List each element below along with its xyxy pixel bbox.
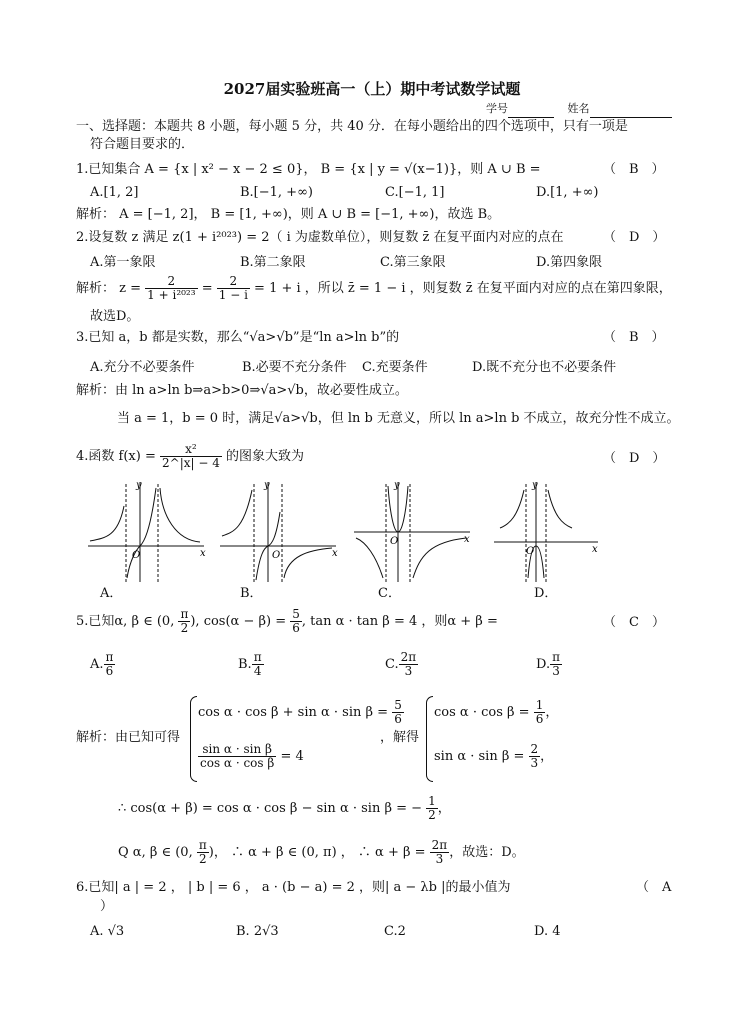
q4-graph-c xyxy=(352,476,478,586)
frac-den: 6 xyxy=(292,621,300,635)
curve-left xyxy=(90,506,124,541)
q1-solution: 解析： A = [−1, 2]， B = [1, +∞)，则 A ∪ B = [−1, +∞)，故选 B。 xyxy=(76,207,501,222)
frac-den: cos α · cos β xyxy=(200,756,275,770)
frac-den: 6 xyxy=(535,712,544,726)
x-label: x xyxy=(332,548,338,559)
q3-solution-line1: 解析：由 ln a>ln b⇒a>b>0⇒√a>√b，故必要性成立。 xyxy=(76,383,408,398)
q4-answer: （ D ） xyxy=(603,451,666,466)
q5-stem-mid: ), cos(α − β) = xyxy=(190,614,287,629)
step4-b: )， ∴ α + β ∈ (0, π) ， ∴ α + β = xyxy=(208,845,426,860)
origin-label: O xyxy=(390,536,399,547)
comma: ， xyxy=(540,749,554,764)
q3-answer: （ B ） xyxy=(603,330,665,345)
system2-line2 xyxy=(434,740,553,774)
q5-stem-pi-frac xyxy=(178,608,190,635)
q2-stem: 2.设复数 z 满足 z(1 + i²⁰²³) = 2（ i 为虚数单位），则复数 z̄ 在复平面内对应的点在 xyxy=(76,230,564,245)
frac-num: sin α · sin β xyxy=(198,743,276,757)
q3-option-d: D.既不充分也不必要条件 xyxy=(472,360,617,375)
q6-option-c: C.2 xyxy=(384,924,406,939)
q4-graph-d-label: D． xyxy=(534,586,558,601)
q2-option-a: A.第一象限 xyxy=(90,255,156,270)
q4-graph-c-label: C． xyxy=(378,586,401,601)
q2-solution-prefix: 解析： z = xyxy=(76,281,142,296)
frac-num: 2π xyxy=(431,838,448,852)
q1-option-b: B.[−1, +∞) xyxy=(240,185,313,200)
system2-brace xyxy=(426,696,433,782)
frac-num: π xyxy=(105,650,114,664)
frac-num: π xyxy=(552,650,560,664)
q5-stem xyxy=(76,605,498,639)
frac-num: 2π xyxy=(400,650,417,664)
q2-solution-frac1 xyxy=(145,275,197,302)
name-blank xyxy=(590,101,672,118)
q4-stem xyxy=(76,440,304,474)
system1-line2-rhs: = 4 xyxy=(280,749,304,764)
q2-frac1-den: 1 + i²⁰²³ xyxy=(147,288,196,302)
option-label: D. xyxy=(536,657,551,672)
curve-right xyxy=(284,548,332,578)
q3-option-b: B.必要不充分条件 xyxy=(242,360,347,375)
system1-brace xyxy=(190,696,197,782)
q5-step3 xyxy=(118,792,451,826)
origin-label: O xyxy=(132,550,141,561)
option-label: B. xyxy=(238,657,252,672)
system2-line2-text: sin α · sin β = xyxy=(434,749,525,764)
system2-line1 xyxy=(434,696,558,730)
q4-graph-a xyxy=(86,476,212,586)
step4-c: ，故选：D。 xyxy=(449,845,525,860)
q2-frac1-num: 2 xyxy=(145,275,197,289)
frac-num: π xyxy=(253,650,262,664)
q5-option-c xyxy=(385,648,418,682)
q6-option-a: A. √3 xyxy=(90,924,125,939)
frac-num: π xyxy=(180,607,189,621)
q5-solution-prefix: 解析：由已知可得 xyxy=(76,730,181,745)
x-label: x xyxy=(200,548,206,559)
step4-a: Q α, β ∈ (0, xyxy=(118,845,193,860)
step3-text: ∴ cos(α + β) = cos α · cos β − sin α · sin β = − xyxy=(118,801,423,816)
origin-label: O xyxy=(272,550,281,561)
q2-frac2-num: 2 xyxy=(217,275,250,289)
frac-num: 1 xyxy=(428,794,436,808)
q2-option-d: D.第四象限 xyxy=(536,255,603,270)
q4-stem-frac xyxy=(160,443,222,470)
q3-solution-line2: 当 a = 1，b = 0 时，满足√a>√b，但 ln b 无意义，所以 ln a>ln b 不成立，故充分性不成立。 xyxy=(117,411,680,426)
y-label: y xyxy=(264,480,270,491)
frac-num: 5 xyxy=(394,698,402,712)
y-label: y xyxy=(532,480,538,491)
student-no-field xyxy=(486,101,672,118)
frac-num: π xyxy=(198,838,207,852)
student-no-label: 学号 xyxy=(486,102,508,115)
curve-right xyxy=(160,488,200,542)
q6-stem: 6.已知| a | = 2 ， | b | = 6 ， a · (b − a) = 2 ，则| a − λb |的最小值为 xyxy=(76,880,511,895)
frac-den: 2 xyxy=(180,621,189,635)
option-label: C. xyxy=(385,657,399,672)
q6-option-b: B. 2√3 xyxy=(236,924,279,939)
q5-option-b xyxy=(238,648,264,682)
q5-stem-prefix: 5.已知α, β ∈ (0, xyxy=(76,614,175,629)
curve-left xyxy=(500,490,524,528)
q6-option-d: D. 4 xyxy=(534,924,561,939)
q5-stem-cos-frac xyxy=(290,608,302,635)
frac-den: 3 xyxy=(435,852,444,866)
curve-left xyxy=(356,538,383,578)
q2-frac2-den: 1 − i xyxy=(218,288,248,302)
comma: ， xyxy=(545,705,559,720)
q4-graph-b-label: B． xyxy=(240,586,263,601)
frac-num: 5 xyxy=(292,607,300,621)
x-label: x xyxy=(592,544,598,555)
frac-den: 3 xyxy=(530,756,539,770)
q2-answer: （ D ） xyxy=(603,230,666,245)
q5-stem-suffix: , tan α · tan β = 4 ，则α + β = xyxy=(301,614,498,629)
frac-den: 3 xyxy=(404,664,413,678)
frac-den: 3 xyxy=(552,664,560,678)
q4-frac-den: 2^|x| − 4 xyxy=(162,456,220,470)
q5-solve-word: ，解得 xyxy=(380,730,420,745)
q1-stem: 1.已知集合 A = {x | x² − x − 2 ≤ 0}， B = {x | y = √(x−1)}，则 A ∪ B = xyxy=(76,162,541,177)
frac-den: 6 xyxy=(105,664,114,678)
q6-answer-close: ） xyxy=(100,899,114,914)
q4-graph-b xyxy=(218,476,344,586)
curve-left xyxy=(222,490,252,536)
y-label: y xyxy=(136,480,142,491)
frac-den: 6 xyxy=(394,712,402,726)
q2-solution-eq: = xyxy=(201,281,213,296)
q5-answer: （ C ） xyxy=(603,615,665,630)
q2-option-c: C.第三象限 xyxy=(380,255,446,270)
system1-line1 xyxy=(198,696,404,730)
curve-right xyxy=(548,490,572,528)
q2-solution-frac2 xyxy=(217,275,250,302)
q2-solution-rest: = 1 + i ，所以 z̄ = 1 − i ，则复数 z̄ 在复平面内对应的点在第四象限， xyxy=(254,281,672,296)
q5-option-d xyxy=(536,648,562,682)
curve-middle xyxy=(127,488,156,578)
x-label: x xyxy=(464,534,470,545)
q3-stem: 3.已知 a，b 都是实数，那么“√a>√b”是“ln a>ln b”的 xyxy=(76,330,400,345)
q2-solution xyxy=(76,272,672,306)
origin-label: O xyxy=(526,546,535,557)
frac-den: 2 xyxy=(428,808,436,822)
frac-den: 4 xyxy=(253,664,262,678)
q2-solution-line2: 故选D。 xyxy=(90,309,140,324)
step3-suffix: ， xyxy=(437,801,451,816)
name-label: 姓名 xyxy=(567,102,590,115)
q5-option-a xyxy=(90,648,115,682)
q4-stem-prefix: 4.函数 f(x) = xyxy=(76,449,156,464)
q3-option-a: A.充分不必要条件 xyxy=(90,360,195,375)
frac-num: 1 xyxy=(535,698,544,712)
option-label: A. xyxy=(90,657,104,672)
y-label: y xyxy=(394,480,400,491)
system1-line1-text: cos α · cos β + sin α · sin β = xyxy=(198,705,389,720)
frac-den: 2 xyxy=(198,852,207,866)
system1-line2 xyxy=(198,740,304,774)
student-no-blank xyxy=(508,101,554,118)
q4-graph-a-label: A． xyxy=(100,586,123,601)
section-intro-line2: 符合题目要求的． xyxy=(90,137,195,152)
q1-answer: （ B ） xyxy=(603,162,665,177)
q4-stem-suffix: 的图象大致为 xyxy=(226,449,305,464)
q1-option-a: A.[1, 2] xyxy=(90,185,139,200)
q3-option-c: C.充要条件 xyxy=(362,360,428,375)
q4-frac-num: x² xyxy=(160,443,222,457)
system2-line1-text: cos α · cos β = xyxy=(434,705,530,720)
q6-answer-open: （ A xyxy=(636,880,672,895)
frac-num: 2 xyxy=(530,742,539,756)
page-title: 2027届实验班高一（上）期中考试数学试题 xyxy=(223,80,521,98)
section-intro-line1: 一、选择题：本题共 8 小题，每小题 5 分，共 40 分．在每小题给出的四个选项中，只有一项是 xyxy=(76,119,628,134)
curve-right xyxy=(413,538,466,578)
q4-graph-d xyxy=(492,476,604,586)
q1-option-c: C.[−1, 1] xyxy=(385,185,445,200)
q1-option-d: D.[1, +∞) xyxy=(536,185,599,200)
q2-option-b: B.第二象限 xyxy=(240,255,306,270)
q5-step4 xyxy=(118,836,525,870)
